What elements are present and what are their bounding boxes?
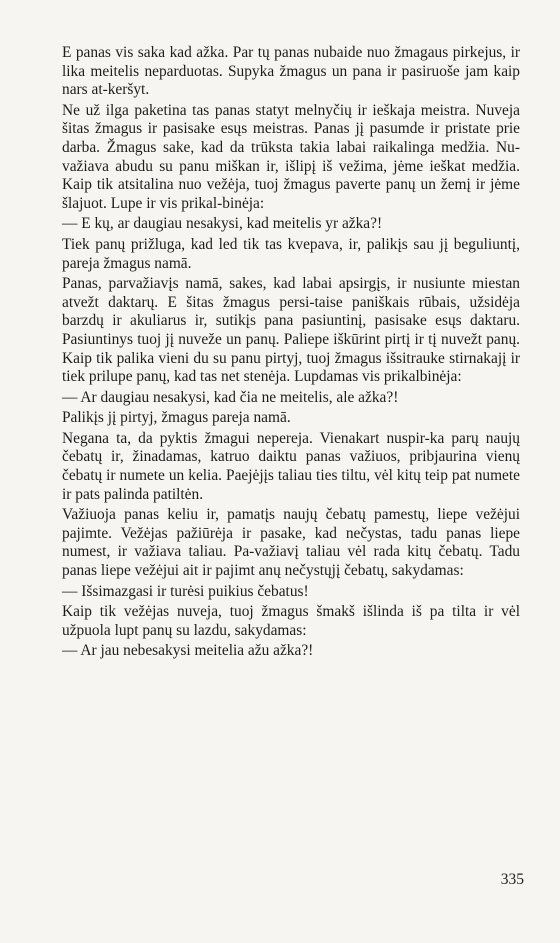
paragraph: Tiek panų prižluga, kad led tik tas kvepava, ir, palikįs sau jį beguliuntį, pareja žmagus namā. xyxy=(62,235,520,272)
body-text xyxy=(62,44,520,663)
paragraph: Važiuoja panas keliu ir, pamatįs naujų čebatų pamestų, liepe vežėjui pajimte. Vežėjas pažiūrėja ir pasake, kad nečystas, tadu panas liepe numest, ir važiava taliau. Pa-važiavį taliau vėl rada kitų čebatų. Tadu panas liepe vežėjui ait ir pajimt anų nečystųjį čebatų, sakydamas: xyxy=(62,506,520,580)
paragraph: Kaip tik vežėjas nuveja, tuoj žmagus šmakš išlinda iš pa tilta ir vėl užpuola lupt panų su lazdu, sakydamas: xyxy=(62,603,520,639)
paragraph: Palikįs jį pirtyj, žmagus pareja namā. xyxy=(62,409,291,427)
dialogue-line: — Ar jau nebesakysi meitelia ažu ažka?! xyxy=(62,642,314,660)
page-number: 335 xyxy=(500,871,524,888)
dialogue-line: — Ar daugiau nesakysi, kad čia ne meitelis, ale ažka?! xyxy=(62,388,399,406)
paragraph: Negana ta, da pyktis žmagui nepereja. Vienakart nuspir-ka parų naujų čebatų ir, žinadamas, katruo daiktu panas važiuos, pribjaurina vienų čebatų ir numete un kelia. Paejėjįs taliau ties tiltu, vėl kitų teip pat numete ir pats palinda patiltėn. xyxy=(62,429,520,503)
paragraph: Ne už ilga paketina tas panas statyt melnyčių ir ieškaja meistra. Nuveja šitas žmagus ir pasisake esųs meistras. Panas jį pasumde ir pristate prie darba. Žmagus sake, kad da trūksta takia labai raikalinga medžia. Nu-važiava abudu su panu miškan ir, išlipį iš vežima, jėme ieškat medžia. Kaip tik atsitalina nuo vežėja, tuoj žmagus paverte panų un žemį ir jėme šlajuot. Lupe ir vis prikal-binėja: xyxy=(62,101,520,212)
paragraph: Panas, parvažiavįs namā, sakes, kad labai apsirgįs, ir nusiunte miestan atvežt daktarų. E šitas žmagus persi-taise paniškais rūbais, užsidėja barzdų ir akuliarus ir, sutikįs pana pasiuntinį, pasisake esųs daktaru. Pasiuntinys tuoj jį nuveže un panų. Paliepe iškūrint pirtį ir tį nuvežt panų. Kaip tik palika vieni du su panu pirtyj, tuoj žmagus išsitrauke stirnakajį ir tiek prilupe panų, kad tas net stenėja. Lupdamas vis prikalbinėja: xyxy=(62,275,520,386)
dialogue-line: — E kų, ar daugiau nesakysi, kad meitelis yr ažka?! xyxy=(62,215,383,233)
dialogue-line: — Išsimazgasi ir turėsi puikius čebatus! xyxy=(62,582,309,600)
paragraph: E panas vis saka kad ažka. Par tų panas nubaide nuo žmagaus pirkejus, ir lika meitelis neparduotas. Supyka žmagus un pana ir pasiruoše jam kaip nars at-keršyt. xyxy=(62,44,520,99)
